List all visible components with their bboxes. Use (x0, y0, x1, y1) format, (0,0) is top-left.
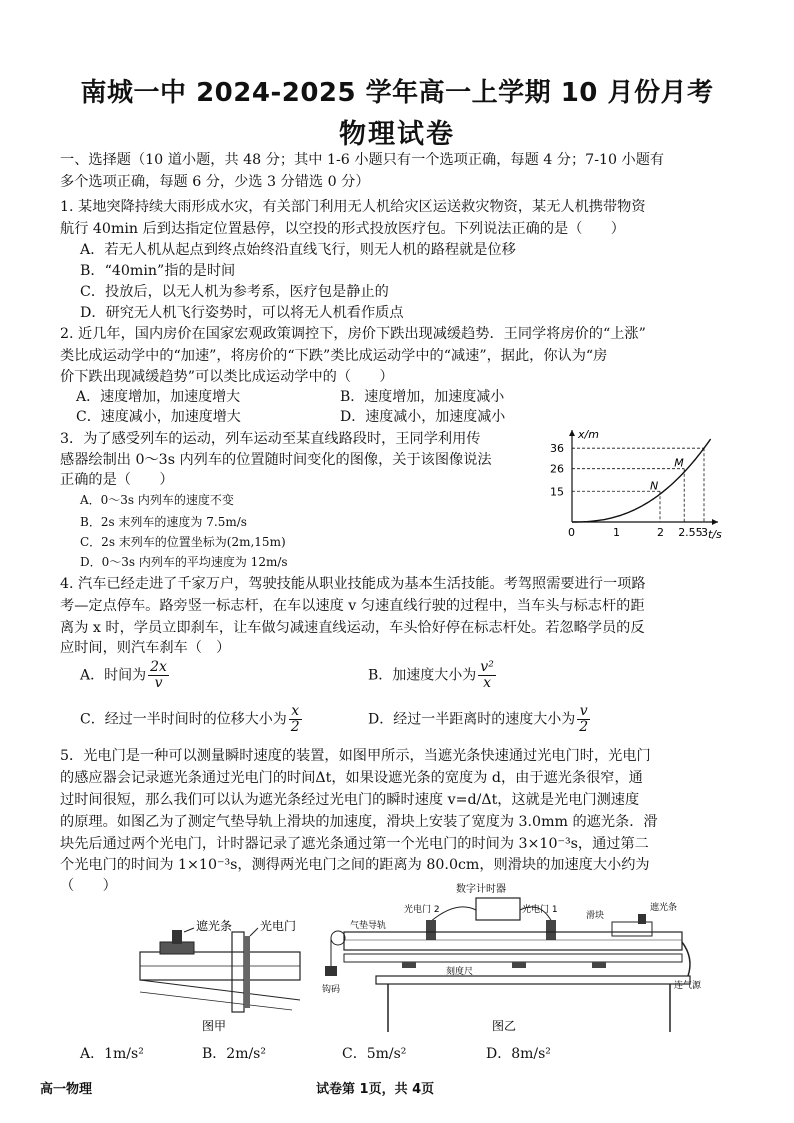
q5-stem-line2: 的感应器会记录遮光条通过光电门的时间Δt，如果设遮光条的宽度为 d，由于遮光条很窄，通 (60, 770, 643, 786)
q1-option-d: D．研究无人机飞行姿势时，可以将无人机看作质点 (80, 305, 404, 321)
figure-b-label-ruler: 刻度尺 (446, 967, 474, 977)
x-tick-label: 2 (657, 526, 664, 539)
q2-option-b: B．速度增加，加速度减小 (340, 389, 505, 405)
q4-option-d-fraction (577, 704, 590, 735)
q4-option-c (80, 704, 304, 735)
q4-stem-line4: 应时间，则汽车刹车（ ） (60, 640, 231, 656)
q4-option-d-text: D．经过一半距离时的速度大小为 (368, 711, 576, 728)
figure-b-label-timer: 数字计时器 (456, 884, 506, 895)
hook-weight-icon (325, 966, 337, 976)
section-instructions-line2: 多个选项正确，每题 6 分，少选 3 分错选 0 分） (60, 174, 370, 190)
q4-option-b-numerator: v² (480, 659, 494, 675)
chart-layer (550, 428, 722, 541)
x-tick-label: 2.55 (678, 526, 703, 539)
position-curve (572, 439, 711, 522)
x-tick-label: 0 (568, 526, 575, 539)
x-axis-arrow (712, 519, 718, 525)
q3-position-time-chart (548, 422, 728, 544)
figure-b-label-weight: 钩码 (322, 985, 341, 995)
q4-option-a-fraction (148, 660, 169, 691)
q4-option-d-numerator: v (577, 704, 590, 720)
figure-b-label-slider: 滑块 (586, 911, 605, 921)
q3-option-a: A．0～3s 内列车的速度不变 (80, 493, 234, 507)
q5-stem-line5: 块先后通过两个光电门，计时器记录了遮光条通过第一个光电门的时间为 3×10⁻³s，通过第二 (60, 836, 649, 852)
figure-a-label-gate: 光电门 (260, 919, 297, 933)
q1-stem-line2: 航行 40min 后到达指定位置悬停，以空投的形式投放医疗包。下列说法正确的是（ ） (60, 221, 625, 237)
q3-option-b: B．2s 末列车的速度为 7.5m/s (80, 515, 247, 529)
footer-subject: 高一物理 (40, 1082, 93, 1097)
q2-option-d: D．速度减小，加速度减小 (340, 409, 506, 425)
q4-option-d-denominator: 2 (579, 719, 589, 735)
q4-stem-line3: 离为 x 时，学员立即刹车，让车做匀减速直线运动，车头恰好停在标志杆处。若忽略学员的反 (60, 620, 645, 636)
q1-option-b: B．“40min”指的是时间 (80, 263, 236, 279)
x-axis-label: t/s (708, 528, 722, 541)
q4-option-a-denominator: v (154, 675, 163, 691)
digital-timer-icon (476, 898, 520, 920)
q1-option-a: A．若无人机从起点到终点始终沿直线飞行，则无人机的路程就是位移 (80, 242, 516, 258)
q3-stem-line1: 3．为了感受列车的运动，列车运动至某直线路段时，王同学利用传 (60, 431, 481, 447)
q5-option-c: C．5m/s² (342, 1046, 407, 1062)
figure-a-caption: 图甲 (202, 1019, 227, 1033)
slider-icon (612, 922, 652, 936)
point-label-M: M (674, 456, 684, 470)
q3-stem-line3: 正确的是（ ） (60, 472, 174, 488)
q4-option-c-text: C．经过一半时间时的位移大小为 (80, 711, 287, 728)
section-instructions-line1: 一、选择题（10 道小题，共 48 分；其中 1-6 小题只有一个选项正确，每题 4 分；7-10 小题有 (60, 152, 665, 168)
figure-b-label-gate1: 光电门 1 (522, 905, 558, 915)
q2-stem-line2: 类比成运动学中的“加速”，将房价的“下跌”类比成运动学中的“减速”，据此，你认为“房 (60, 348, 608, 364)
figure-a-photogate (132, 912, 312, 1036)
q3-option-d: D．0～3s 内列车的平均速度为 12m/s (80, 555, 288, 569)
footer-page-number: 试卷第 1页，共 4页 (316, 1082, 435, 1097)
q4-option-a (80, 660, 171, 691)
q1-stem-line1: 1. 某地突降持续大雨形成水灾，有关部门利用无人机给灾区运送救灾物资，某无人机携带物资 (60, 199, 646, 215)
q4-option-b-denominator: x (483, 675, 492, 691)
figure-b-label-strip: 遮光条 (650, 903, 678, 913)
q3-stem-line2: 感器绘制出 0～3s 内列车的位置随时间变化的图像，关于该图像说法 (60, 452, 492, 468)
figure-b-air-track (316, 880, 716, 1040)
q5-stem-line7: （ ） (60, 878, 117, 894)
q4-option-c-numerator: x (289, 704, 302, 720)
y-axis-arrow (569, 430, 575, 436)
q2-stem-line3: 价下跌出现减缓趋势”可以类比成运动学中的（ ） (60, 369, 394, 385)
q4-stem-line2: 考—定点停车。路旁竖一标志杆，在车以速度 v 匀速直线行驶的过程中，当车头与标志杆的距 (60, 598, 645, 614)
q5-stem-line3: 过时间很短，那么我们可以认为遮光条经过光电门的瞬时速度 v=d/Δt，这就是光电门测速度 (60, 792, 640, 808)
q4-option-b (368, 660, 498, 691)
q5-stem-line1: 5．光电门是一种可以测量瞬时速度的装置，如图甲所示，当遮光条快速通过光电门时，光电门 (60, 748, 651, 764)
q4-stem-line1: 4. 汽车已经走进了千家万户，驾驶技能从职业技能成为基本生活技能。考驾照需要进行一项路 (60, 576, 646, 592)
q4-option-d (368, 704, 592, 735)
q2-stem-line1: 2. 近几年，国内房价在国家宏观政策调控下，房价下跌出现减缓趋势．王同学将房价的“上涨” (60, 326, 646, 342)
q4-option-a-text: A．时间为 (80, 667, 147, 684)
y-axis-label: x/m (578, 428, 599, 441)
q2-option-c: C．速度减小，加速度增大 (76, 409, 241, 425)
exam-subtitle: 物理试卷 (339, 119, 455, 150)
figure-a-label-strip: 遮光条 (196, 919, 233, 933)
q3-option-c: C．2s 末列车的位置坐标为(2m,15m) (80, 535, 286, 549)
q4-option-a-numerator: 2x (150, 659, 167, 675)
q5-option-d: D．8m/s² (486, 1046, 551, 1062)
figure-b-label-gate2: 光电门 2 (404, 905, 440, 915)
x-tick-label: 3 (701, 526, 708, 539)
q5-option-a: A．1m/s² (80, 1046, 144, 1062)
q1-option-c: C．投放后，以无人机为参考系，医疗包是静止的 (80, 284, 389, 300)
q4-option-c-fraction (289, 704, 302, 735)
q5-stem-line6: 个光电门的时间为 1×10⁻³s，测得两光电门之间的距离为 80.0cm，则滑块的加速度大小约为 (60, 857, 650, 873)
figure-b-caption: 图乙 (492, 1019, 517, 1033)
y-tick-label: 26 (550, 462, 564, 476)
y-tick-label: 15 (550, 485, 564, 499)
q5-stem-line4: 的原理。如图乙为了测定气垫导轨上滑块的加速度，滑块上安装了宽度为 3.0mm 的遮光条．滑 (60, 814, 658, 830)
q4-option-b-text: B．加速度大小为 (368, 667, 477, 684)
q4-option-b-fraction (478, 660, 496, 691)
x-tick-label: 1 (613, 526, 620, 539)
q4-option-c-denominator: 2 (290, 719, 300, 735)
q5-option-b: B．2m/s² (202, 1046, 266, 1062)
figure-b-label-air: 连气源 (674, 981, 702, 991)
exam-title: 南城一中 2024-2025 学年高一上学期 10 月份月考 (80, 78, 714, 108)
point-label-N: N (650, 479, 659, 493)
y-tick-label: 36 (550, 442, 564, 456)
figure-b-label-rail: 气垫导轨 (350, 921, 387, 931)
q2-option-a: A．速度增加，加速度增大 (76, 389, 241, 405)
